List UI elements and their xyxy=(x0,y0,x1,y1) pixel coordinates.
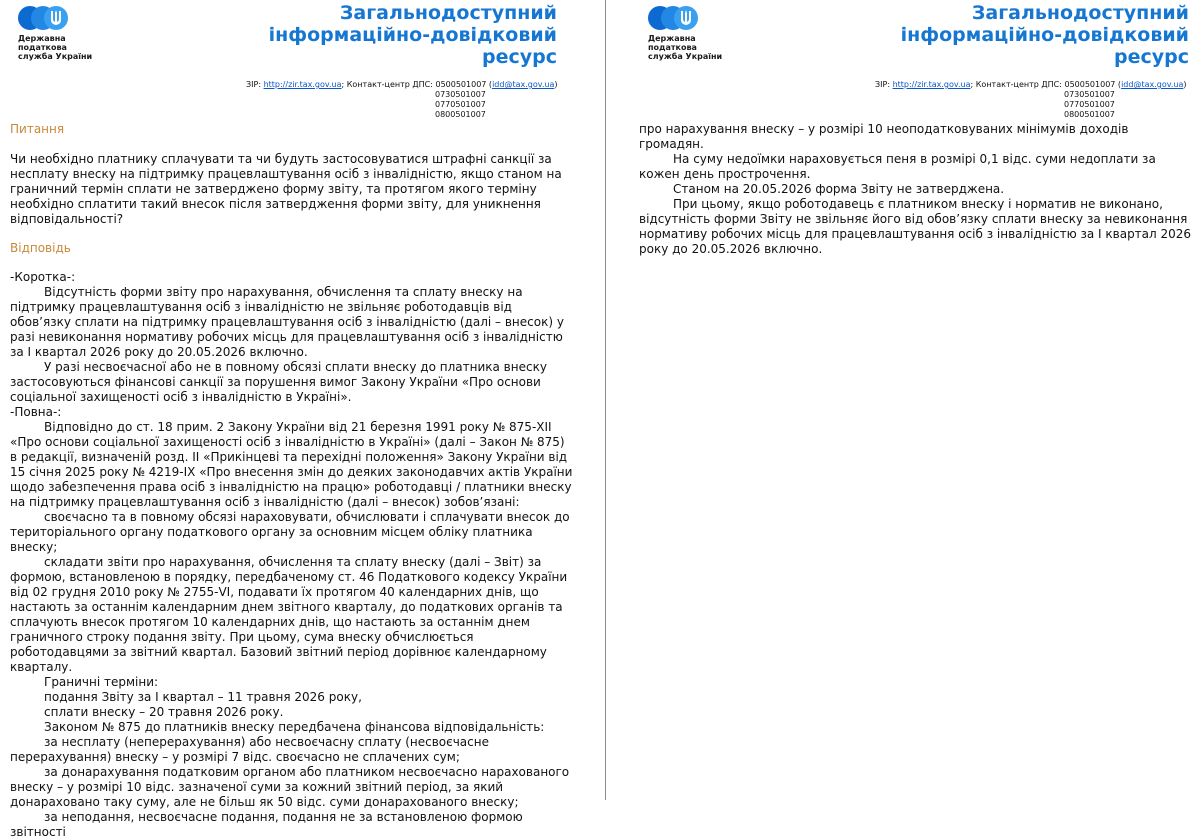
short-label: -Коротка-: xyxy=(10,270,76,284)
org-name: Державна податкова служба України xyxy=(648,34,723,61)
full-label: -Повна-: xyxy=(10,405,62,419)
trident-icon xyxy=(44,6,68,30)
continuation-body xyxy=(639,122,1194,257)
contacts-line: ЗІР: http://zir.tax.gov.ua; Контакт-центр ДПС: 0500501007 (idd@tax.gov.ua) xyxy=(246,80,558,89)
answer-body xyxy=(10,270,575,840)
resource-title: Загальнодоступний інформаційно-довідковий ресурс xyxy=(268,2,557,68)
contacts-line: ЗІР: http://zir.tax.gov.ua; Контакт-центр ДПС: 0500501007 (idd@tax.gov.ua) xyxy=(875,80,1187,89)
paragraph: своєчасно та в повному обсязі нараховувати, обчислювати і сплачувати внесок до територіального органу податкового органу за основним місцем обліку платника внеску; xyxy=(10,510,570,554)
phones-list: 0730501007 0770501007 0800501007 xyxy=(1064,90,1115,119)
paragraph: Станом на 20.05.2026 форма Звіту не затверджена. xyxy=(673,182,1005,196)
answer-heading: Відповідь xyxy=(10,241,71,255)
phones-list: 0730501007 0770501007 0800501007 xyxy=(435,90,486,119)
email-link[interactable]: idd@tax.gov.ua xyxy=(492,80,555,89)
paragraph: У разі несвоєчасної або не в повному обсязі сплати внеску до платника внеску застосовуються фінансові санкції за порушення вимог Закону України «Про основи соціальної захищеності осіб з інвалідністю в Україні». xyxy=(10,360,547,404)
paragraph: за несплату (неперерахування) або несвоєчасну сплату (несвоєчасне перерахування) внеску – у розмірі 7 відс. своєчасно не сплачених сум; xyxy=(10,735,489,764)
paragraph: Відсутність форми звіту про нарахування, обчислення та сплату внеску на підтримку працевлаштування осіб з інвалідністю не звільняє роботодавців від обов’язку сплати на підтримку працевлаштування осіб з інвалідністю (далі – внесок) у разі невиконання нормативу робочих місць для працевлаштування осіб з інвалідністю за I квартал 2026 року до 20.05.2026 включно. xyxy=(10,285,564,359)
paragraph: На суму недоїмки нараховується пеня в розмірі 0,1 відс. суми недоплати за кожен день прострочення. xyxy=(639,152,1156,181)
trident-icon xyxy=(674,6,698,30)
paragraph: за неподання, несвоєчасне подання, подання не за встановленою формою звітності xyxy=(10,810,523,839)
paragraph: Граничні терміни: xyxy=(44,675,159,689)
paragraph: Відповідно до ст. 18 прим. 2 Закону України від 21 березня 1991 року № 875-XII «Про основи соціальної захищеності осіб з інвалідністю в Україні» (далі – Закон № 875) в редакції, визначеній розд. II «Прикінцеві та перехідні положення» Закону України від 15 січня 2025 року № 4219-IX «Про внесення змін до деяких законодавчих актів України щодо забезпечення права осіб з інвалідністю на працю» роботодавці / платники внеску на підтримку працевлаштування осіб з інвалідністю (далі – внесок) зобов’язані: xyxy=(10,420,573,509)
question-heading: Питання xyxy=(10,122,65,136)
dps-logo xyxy=(648,6,768,61)
resource-title: Загальнодоступний інформаційно-довідковий ресурс xyxy=(900,2,1189,68)
paragraph: подання Звіту за I квартал – 11 травня 2026 року, xyxy=(44,690,362,704)
paragraph: Законом № 875 до платників внеску передбачена фінансова відповідальність: xyxy=(44,720,545,734)
paragraph: про нарахування внеску – у розмірі 10 неоподатковуваних мінімумів доходів громадян. xyxy=(639,122,1129,151)
paragraph: складати звіти про нарахування, обчислення та сплату внеску (далі – Звіт) за формою, встановленою в порядку, передбаченому ст. 46 Податкового кодексу України від 02 грудня 2010 року № 2755-VI, подавати їх протягом 40 календарних днів, що настають за останнім календарним днем звітного кварталу, до податкових органів та сплачують внесок протягом 10 календарних днів, що настають за останнім днем граничного строку подання звіту. При цьому, сума внеску обчислюється роботодавцями за звітний квартал. Базовий звітний період дорівнює календарному кварталу. xyxy=(10,555,568,674)
zir-link[interactable]: http://zir.tax.gov.ua xyxy=(892,80,971,89)
paragraph: сплати внеску – 20 травня 2026 року. xyxy=(44,705,284,719)
email-link[interactable]: idd@tax.gov.ua xyxy=(1121,80,1184,89)
org-name: Державна податкова служба України xyxy=(18,34,93,61)
zir-link[interactable]: http://zir.tax.gov.ua xyxy=(263,80,342,89)
paragraph: за донарахування податковим органом або платником несвоєчасно нарахованого внеску – у розмірі 10 відс. зазначеної суми за кожний звітний період, за який донараховано таку суму, але не більш як 50 відс. суми донарахованого внеску; xyxy=(10,765,570,809)
paragraph: При цьому, якщо роботодавець є платником внеску і норматив не виконано, відсутність форми Звіту не звільняє його від обов’язку сплати внеску за невиконання нормативу робочих місць для працевлаштування осіб з інвалідністю за I квартал 2026 року до 20.05.2026 включно. xyxy=(639,197,1192,256)
question-text: Чи необхідно платнику сплачувати та чи будуть застосовуватися штрафні санкції за несплату внеску на підтримку працевлаштування осіб з інвалідністю, якщо станом на граничний термін сплати не затверджено форму звіту, та протягом якого терміну необхідно сплатити такий внесок після затвердження форми звіту, для уникнення відповідальності? xyxy=(10,152,562,226)
dps-logo xyxy=(18,6,138,61)
document-page-2 xyxy=(607,0,1200,800)
